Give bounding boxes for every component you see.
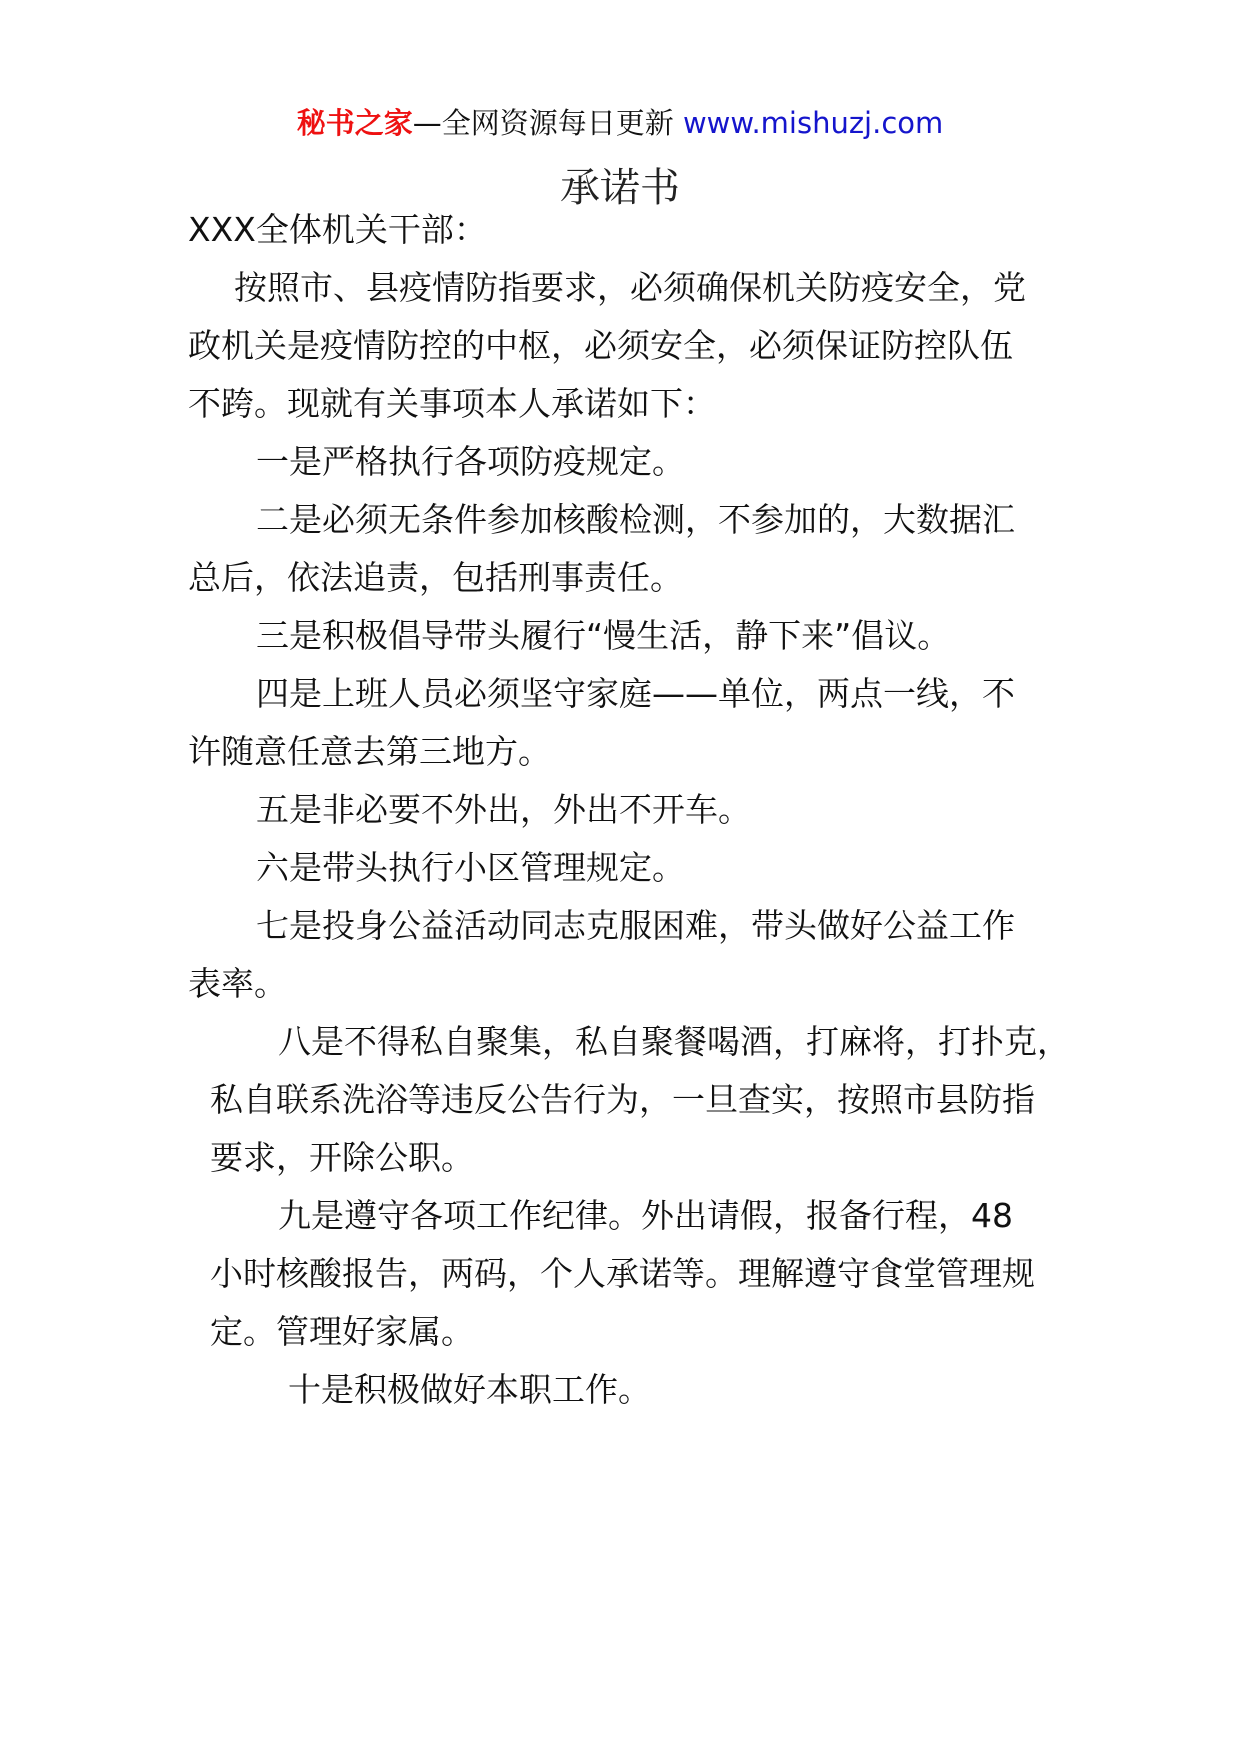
item-10: 十是积极做好本职工作。 <box>288 1370 651 1409</box>
item-5: 五是非必要不外出，外出不开车。 <box>256 790 751 829</box>
item-4-line-1: 四是上班人员必须坚守家庭——单位，两点一线，不 <box>256 674 1015 713</box>
item-8-line-2: 私自联系洗浴等违反公告行为，一旦查实，按照市县防指 <box>210 1080 1035 1119</box>
item-9-line-2: 小时核酸报告，两码，个人承诺等。理解遵守食堂管理规 <box>210 1254 1035 1293</box>
item-2-line-2: 总后，依法追责，包括刑事责任。 <box>188 558 683 597</box>
item-9-line-1: 九是遵守各项工作纪律。外出请假，报备行程，48 <box>278 1196 1013 1235</box>
item-8-line-3: 要求，开除公职。 <box>210 1138 474 1177</box>
site-banner <box>0 100 1240 146</box>
site-tagline: —全网资源每日更新 <box>412 106 683 140</box>
item-3: 三是积极倡导带头履行“慢生活，静下来”倡议。 <box>256 616 951 655</box>
intro-line-1: 按照市、县疫情防指要求，必须确保机关防疫安全，党 <box>234 268 1026 307</box>
item-1: 一是严格执行各项防疫规定。 <box>256 442 685 481</box>
document-title: 承诺书 <box>560 165 680 211</box>
item-6: 六是带头执行小区管理规定。 <box>256 848 685 887</box>
item-7-line-2: 表率。 <box>188 964 287 1003</box>
item-2-line-1: 二是必须无条件参加核酸检测，不参加的，大数据汇 <box>256 500 1015 539</box>
item-9-line-3: 定。管理好家属。 <box>210 1312 474 1351</box>
item-8-line-1: 八是不得私自聚集，私自聚餐喝酒，打麻将，打扑克， <box>278 1022 1070 1061</box>
site-url[interactable]: www.mishuzj.com <box>682 106 944 140</box>
salutation: XXX全体机关干部： <box>188 210 487 249</box>
site-brand: 秘书之家 <box>296 106 413 140</box>
intro-line-2: 政机关是疫情防控的中枢，必须安全，必须保证防控队伍 <box>188 326 1013 365</box>
intro-line-3: 不跨。现就有关事项本人承诺如下： <box>188 384 716 423</box>
item-4-line-2: 许随意任意去第三地方。 <box>188 732 551 771</box>
item-7-line-1: 七是投身公益活动同志克服困难，带头做好公益工作 <box>256 906 1015 945</box>
